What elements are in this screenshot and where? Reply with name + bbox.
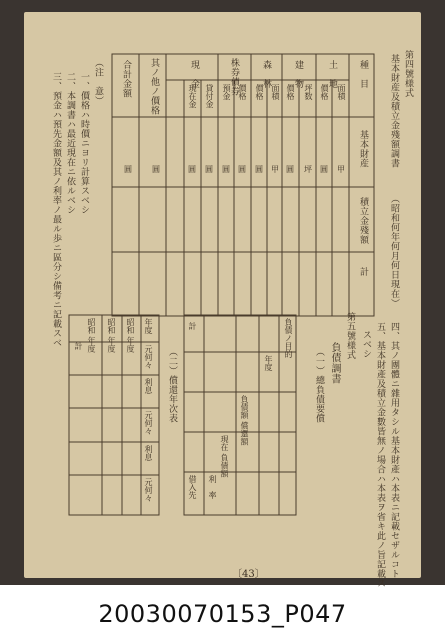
t3-header-year: 年度 xyxy=(144,318,153,334)
notes-title: （注 意） xyxy=(93,58,103,106)
pre-note-5: 五、基本財產及積立金數皆無ノ場合ハ本表ヲ省キ此ノ旨記載ス xyxy=(375,322,385,588)
sub-cash-current: 現在金 xyxy=(188,84,197,108)
t3-header-showa-3: 昭和 年度 xyxy=(87,318,96,353)
page-number: 〔43〕 xyxy=(232,569,265,580)
form5-title: 第五號様式 xyxy=(345,312,355,360)
group-land: 土 地 xyxy=(327,60,337,89)
header-debt-repay: 負債額 償還額 xyxy=(240,395,249,446)
table2-total-label: 計 xyxy=(188,322,197,330)
unit-mark: 圓 xyxy=(238,165,246,174)
unit-mark: 圓 xyxy=(320,165,328,174)
sub-land-area: 面積 xyxy=(337,84,346,100)
unit-mark: 圓 xyxy=(205,165,213,174)
col-header-total: 計 xyxy=(358,267,368,277)
sub-land-price: 價格 xyxy=(320,84,329,100)
unit-mark: 圓 xyxy=(124,165,132,174)
sub-forest-area: 面積 xyxy=(271,84,280,100)
group-stocks: 株券債券 xyxy=(229,58,239,96)
col-header-basic: 基本財産 xyxy=(358,130,368,168)
header-current-debt: 現在 負債額 xyxy=(220,435,229,478)
pre-note-trailing: スベシ xyxy=(361,330,371,359)
debt-doc-title: 負債調書 xyxy=(329,342,340,384)
t3-header-showa-2: 昭和 年度 xyxy=(107,318,116,353)
unit-mark: 甲 xyxy=(271,165,279,174)
col-header-item: 種 目 xyxy=(358,60,368,89)
table1-title: 基本財産及積立金殘額調書 xyxy=(389,54,399,168)
table1-date-note: （昭和何年何月何日現在） xyxy=(389,194,399,308)
unit-mark: 圓 xyxy=(152,165,160,174)
sub-stock-price: 價格 xyxy=(238,84,247,100)
col-header-reserve: 積立金殘額 xyxy=(358,197,368,245)
header-rate: 利 率 xyxy=(208,475,217,499)
t3-amount-4: 利息 xyxy=(144,445,153,461)
unit-mark: 圓 xyxy=(188,165,196,174)
section2-title: （二）償還年次表 xyxy=(167,347,177,423)
header-purpose: 負債ノ目的 xyxy=(284,318,293,358)
group-total: 合計金額 xyxy=(121,60,131,98)
unit-mark: 圓 xyxy=(255,165,263,174)
unit-mark: 圓 xyxy=(222,165,230,174)
t3-amount-5: 元何々 xyxy=(144,478,153,502)
form-title: 第四號様式 xyxy=(403,50,413,98)
sub-forest-price: 價格 xyxy=(255,84,264,100)
sub-cash-deposit: 預金 xyxy=(222,84,231,100)
sub-building-price: 價格 xyxy=(286,84,295,100)
header-lender: 借入先 xyxy=(188,475,197,499)
header-year: 年度 xyxy=(264,355,273,371)
note-2: 二、本調書ハ最近現在ニ依ルベシ xyxy=(65,72,75,215)
group-other: 其ノ他ノ價格 xyxy=(149,58,159,115)
image-caption: 20030070153_P047 xyxy=(98,600,347,628)
t3-header-showa-1: 昭和 年度 xyxy=(126,318,135,353)
group-building: 建 物 xyxy=(293,60,303,89)
pre-note-4: 四、其ノ團體ニ雜用タシル基本財產ハ本表ニ記載セザルコト xyxy=(389,322,399,579)
note-3: 三、預金ハ預先金額及其ノ利率ノ最ル歩ニ區分シ備考ニ記載スベ xyxy=(51,72,61,348)
note-1: 一、價格ハ時價ニヨリ計算スベシ xyxy=(79,72,89,215)
document-page xyxy=(24,12,421,588)
section1-title: （一）總負債要償 xyxy=(314,347,324,423)
unit-mark: 坪 xyxy=(304,165,312,174)
t3-amount-1: 元何々 xyxy=(144,345,153,369)
group-forest: 森 林 xyxy=(261,60,271,89)
sub-cash-loan: 貸付金 xyxy=(205,84,214,108)
group-cash: 現 金 xyxy=(189,60,199,89)
sub-building-tsubo: 坪数 xyxy=(304,84,313,100)
t3-header-total: 計 xyxy=(74,342,83,350)
t3-amount-3: 元何々 xyxy=(144,411,153,435)
t3-amount-2: 利息 xyxy=(144,378,153,394)
unit-mark: 甲 xyxy=(337,165,345,174)
unit-mark: 圓 xyxy=(286,165,294,174)
